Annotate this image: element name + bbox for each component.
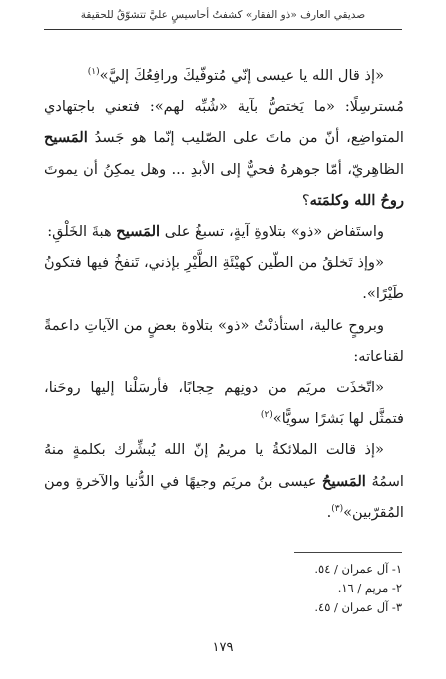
text-run: الظاهِريّ، أمّا جوهرهُ فحيٌّ إلى الأبدِ ... وهل يمكِنُ أن يموتَ (44, 160, 404, 178)
footnote-ref-2: (٢) (260, 410, 273, 421)
footnote-ref-1: (١) (87, 67, 100, 78)
text-run: . (326, 503, 332, 521)
bold-term: روحُ الله وكلمَته (309, 191, 404, 209)
text-run: ؟ (301, 191, 310, 209)
running-header: صديقي العارف «ذو الفقار» كشفتُ أحاسيسٍ عليَّ تتشوّقُ للحقيقة (80, 9, 366, 21)
quran-quote: «اتّخذَت مريَم من دونِهم حِجابًا، فأرسَلْنا إليها روحَنا، فتمثَّل لها بَشرًا سويًّا» (44, 379, 404, 428)
paragraph-quote-2 (44, 247, 404, 309)
footnote-3: ٣- آل عمران / ٤٥. (314, 600, 402, 614)
text-run: مُسترسِلًا: «ما يَختصُّ بآية «شُبِّه لهم»: فتعني باجتهادي المتواضِع، أنّ من ماتَ على الصّليب إنّما هو جَسدُ (44, 98, 404, 147)
header-divider (44, 29, 402, 30)
paragraph-3 (44, 216, 404, 247)
paragraph-quote-3 (44, 372, 404, 434)
bold-term: المَسيح (116, 223, 161, 241)
bold-term: المَسيحُ (322, 472, 366, 490)
text-run: عيسى بنُ مريَم وجيهًا في الدُّنيا والآخرةِ ومن المُقرّبين» (44, 472, 404, 521)
footnotes (142, 560, 402, 617)
text-run: وبروحٍ عالية، استأذنْتُ «ذو» بتلاوة بعضٍ من الآياتِ داعمةً لقناعاته: (44, 316, 404, 365)
paragraph-5 (44, 310, 404, 372)
footnote-ref-3: (٣) (331, 503, 344, 514)
quran-quote: «وإذ تَخلقُ من الطّين كهيْئَةِ الطَّيْرِ بإذني، تَنفخُ فيها فتكونُ طَيْرًا». (44, 254, 404, 303)
quran-quote: «إذ قال الله يا عيسى إنّي مُتوفّيكَ ورافِعُكَ إليَّ» (99, 67, 384, 84)
paragraph-quote-4 (44, 434, 404, 528)
text-run: هبةَ الخَلْقِ: (47, 223, 117, 241)
paragraph-2 (44, 91, 404, 216)
text-run: واستَفاض «ذو» بتلاوةِ آيةٍ، تسبغُ على (160, 223, 384, 241)
body-text (44, 60, 404, 528)
paragraph-quote-1 (44, 60, 404, 91)
bold-term: المَسيح (44, 129, 88, 147)
footnote-divider (294, 552, 402, 553)
footnote-2: ٢- مريم / ١٦. (337, 581, 402, 595)
footnote-1: ١- آل عمران / ٥٤. (314, 562, 402, 576)
text-run: «إذ قالت الملائكةُ يا مريمُ إنّ الله يُبشِّرك بكلمةٍ منهُ اسمُهُ (44, 441, 404, 490)
page-number: ١٧٩ (212, 640, 234, 655)
